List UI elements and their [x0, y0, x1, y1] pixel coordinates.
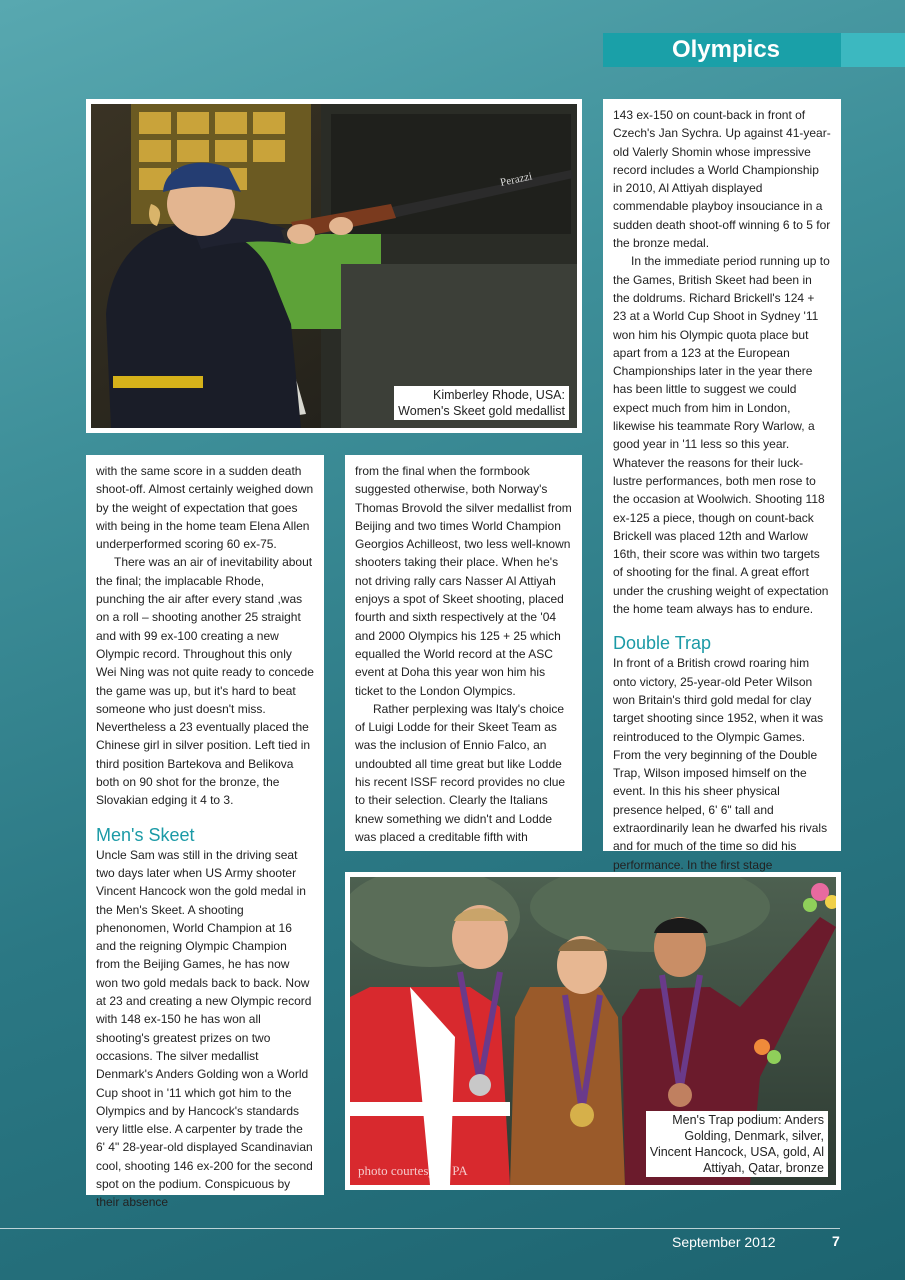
- photo-kimberley-rhode: [86, 99, 582, 433]
- footer-divider: [0, 1228, 840, 1229]
- heading-mens-skeet: Men's Skeet: [96, 824, 195, 845]
- photo-credit: photo courtesy of PA: [358, 1163, 468, 1178]
- caption-line: Vincent Hancock, USA, gold, Al: [649, 1145, 824, 1159]
- paragraph: Rather perplexing was Italy's choice of Luigi Lodde for their Skeet Team as was the inclusion of Ennio Falco, an undoubted all time great but like Lodde his recent ISSF record provides no clue to their selection. Clearly the Italians knew something we didn't and Lodde was placed a creditable fifth with: [355, 701, 566, 844]
- section-tab: [603, 33, 905, 67]
- caption-line: Golding, Denmark, silver,: [684, 1129, 824, 1143]
- paragraph: from the final when the formbook suggested otherwise, both Norway's Thomas Brovold the silver medallist from Beijing and two times World Champion Georgios Achilleost, two less well-known shooters taking their place. When he's not driving rally cars Nasser Al Attiyah enjoys a spot of Skeet shooting, placed fourth and sixth respectively at the '04 and 2000 Olympics his 125 + 25 which equalled the World record at the ASC event at Doha this year won him his ticket to the London Olympics.: [355, 464, 572, 698]
- article-column-3: [603, 99, 841, 872]
- section-title: Olympics: [671, 36, 781, 63]
- paragraph: In the immediate period running up to the Games, British Skeet had been in the doldrums. Richard Brickell's 124 + 23 at a World Cup Shoot in Sydney '11 won him his Olympic quota place but apart from a 123 at the European Championships later in the year there has been little to suggest we could expect much from him in London, likewise his teammate Rory Warlow, a good year in '11 less so this year. Whatever the reasons for their luck-lustre performances, both men rose to the occasion at Woolwich. Shooting 118 ex-125 a piece, though on count-back Brickell was placed 12th and Warlow 16th, their score was within two targets of shooting for the final. A great effort under the crushing weight of expectation the home team always has to endure.: [613, 254, 830, 617]
- photo-caption: [394, 386, 569, 420]
- caption-line: Women's Skeet gold medallist: [398, 404, 565, 418]
- photo-image: [91, 104, 577, 428]
- paragraph: Uncle Sam was still in the driving seat two days later when US Army shooter Vincent Hancock won the gold medal in the Men's Skeet. A shooting phenonomen, World Champion at 16 and the reigning Olympic Champion from the Beijing Games, he has now won two gold medals back to back. Now at 23 and creating a new Olympic record with 148 ex-150 he has won all shooting's greatest prizes on two occasions. The silver medallist Denmark's Anders Golding won a World Cup shoot in '11 which got him to the Olympics and by Hancock's standards very little else. A carpenter by trade the 6' 4" 28-year-old displayed Scandinavian cool, shooting 146 ex-200 for the second spot on the podium. Conspicuous by their absence: [96, 847, 313, 1210]
- shooter-illustration: [91, 104, 577, 428]
- photo-mens-podium: [345, 872, 841, 1190]
- photo-image: [350, 877, 836, 1185]
- gun-brand: Perazzi: [499, 170, 534, 189]
- photo-caption: [646, 1111, 828, 1177]
- caption-line: Men's Trap podium: Anders: [672, 1113, 824, 1127]
- paragraph: with the same score in a sudden death shoot-off. Almost certainly weighed down by the weight of expectation that goes with being in the home team Elena Allen underperformed scoring 60 ex-75.: [96, 464, 314, 552]
- caption-line: Kimberley Rhode, USA:: [432, 388, 565, 402]
- heading-double-trap: Double Trap: [613, 633, 712, 654]
- article-column-2: [345, 455, 582, 851]
- article-column-1: [86, 455, 324, 1210]
- page-number: 7: [832, 1233, 840, 1249]
- paragraph: There was an air of inevitability about the final; the implacable Rhode, punching the air after every stand ,was on a roll – shooting another 25 straight and with 99 ex-100 creating a new Olympic record. Throughout this only Wei Ning was not quite ready to concede the game was up, but it's hard to beat someone who just doesn't miss. Nevertheless a 23 eventually placed the Chinese girl in silver position. Left tied in third position Bartekova and Belikova both on 90 shot for the bronze, the Slovakian edging it 4 to 3.: [96, 555, 314, 808]
- footer-date: September 2012: [672, 1234, 776, 1250]
- caption-line: Attiyah, Qatar, bronze: [703, 1161, 824, 1175]
- paragraph: In front of a British crowd roaring him onto victory, 25-year-old Peter Wilson won Britain's third gold medal for clay target shooting since 1952, when it was reintroduced to the Olympic Games. From the very beginning of the Double Trap, Wilson imposed himself on the event. In this his sheer physical presence helped, 6' 6" tall and extraordinarily lean he dwarfed his rivals and for much of the time so did his performance. In the first stage: [613, 656, 828, 872]
- section-tab-accent: [841, 33, 905, 67]
- paragraph: 143 ex-150 on count-back in front of Czech's Jan Sychra. Up against 41-year-old Valerly Shomin whose impressive record includes a World Championship in 2010, Al Attiyah displayed commendable playboy insouciance in a sudden death shoot-off winning 6 to 5 for the bronze medal.: [613, 108, 831, 251]
